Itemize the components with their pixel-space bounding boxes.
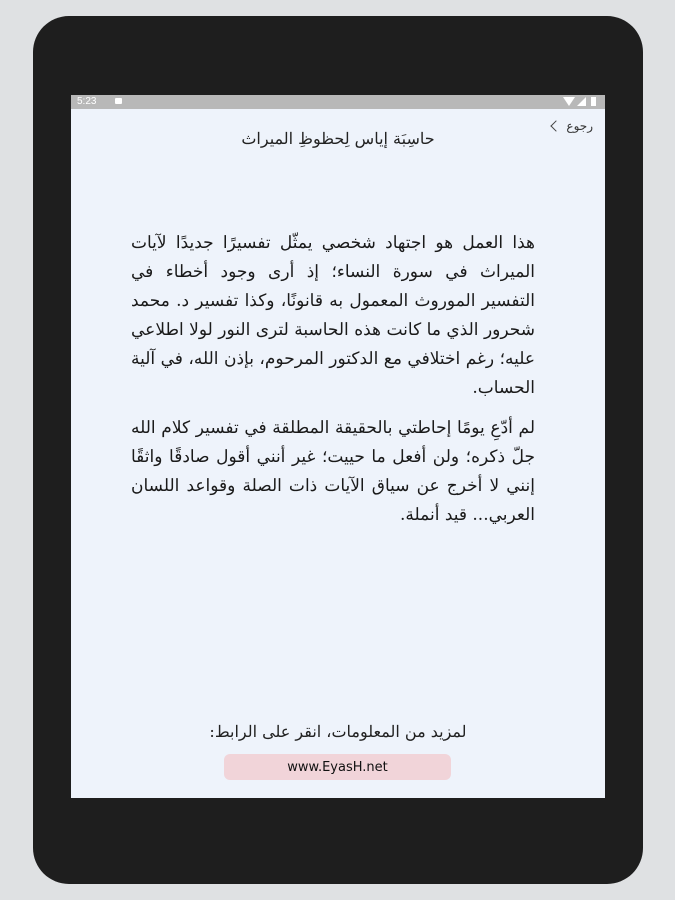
more-info-text: لمزيد من المعلومات، انقر على الرابط: xyxy=(209,722,467,741)
app-screen xyxy=(71,95,605,798)
signal-icon xyxy=(577,97,586,106)
intro-text xyxy=(131,229,535,541)
status-time: 5:23 xyxy=(77,96,97,107)
notification-icon xyxy=(115,98,122,104)
website-link-button[interactable]: www.EyasH.net xyxy=(224,754,451,780)
paragraph: هذا العمل هو اجتهاد شخصي يمثّل تفسيرًا جديدًا لآيات الميراث في سورة النساء؛ إذ أرى وجود أخطاء في التفسير الموروث المعمول به قانونًا، وكذا تفسير د. محمد شحرور الذي ما كانت هذه الحاسبة لترى النور لولا اطلاعي عليه؛ رغم اختلافي مع الدكتور المرحوم، بإذن الله، في آلية الحساب. xyxy=(131,233,535,398)
status-bar xyxy=(71,95,605,109)
battery-icon xyxy=(591,97,596,106)
wifi-icon xyxy=(563,97,575,106)
page-title: حاسِبَة إياس لِحظوظِ الميراث xyxy=(241,129,435,148)
back-label: رجوع xyxy=(566,119,593,133)
paragraph: لم أدّعِ يومًا إحاطتي بالحقيقة المطلقة في تفسير كلام الله جلّ ذكره؛ ولن أفعل ما حييت؛ غير أنني أقول صادقًا واثقًا إنني لا أخرج عن سياق الآيات ذات الصلة وقواعد اللسان العربي... قيد أنملة. xyxy=(131,418,535,525)
